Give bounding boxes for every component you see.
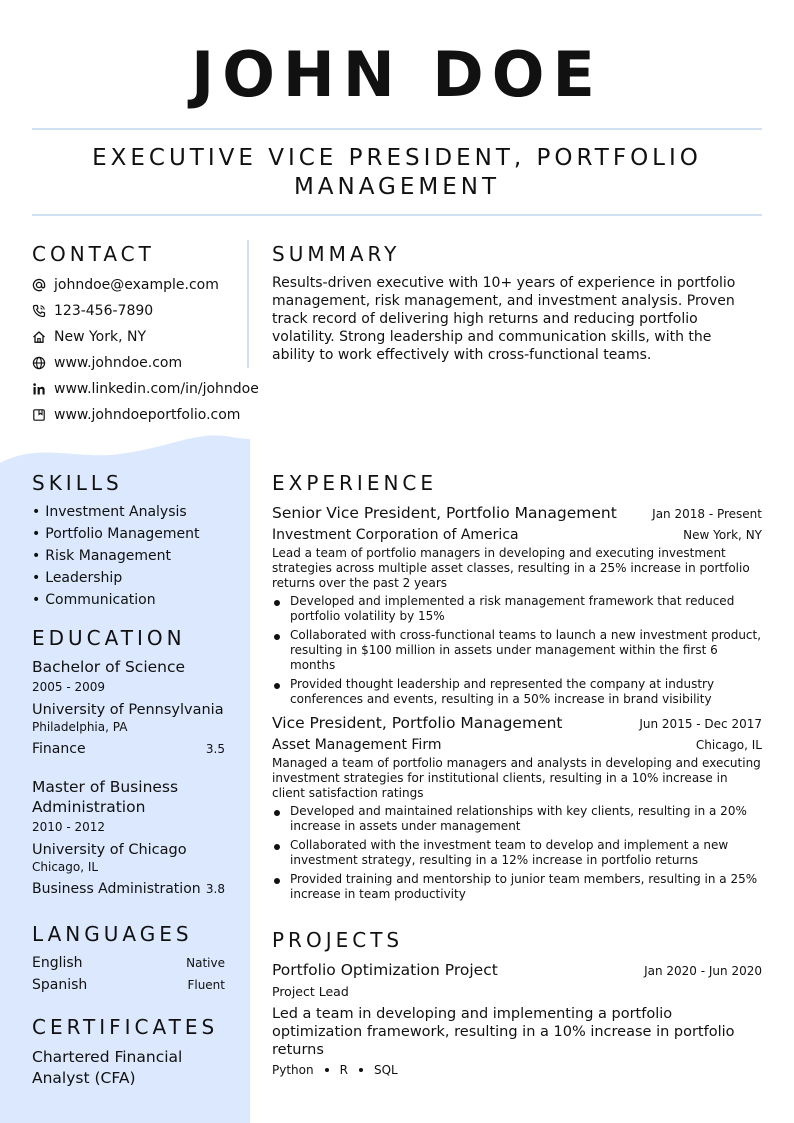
experience-bullet: Provided training and mentorship to junior team members, resulting in a 25% increase in team productivity [272, 872, 762, 902]
language-level: Native [186, 956, 225, 970]
education-entry [32, 777, 225, 898]
project-description: Led a team in developing and implementing a portfolio optimization framework, resulting in a 10% increase in portfolio returns [272, 1006, 735, 1058]
education-heading: EDUCATION [32, 626, 186, 650]
project-role: Project Lead [272, 984, 349, 999]
education-city: Chicago, IL [32, 860, 99, 874]
experience-company: Investment Corporation of America [272, 527, 519, 543]
skill-item: • Communication [32, 590, 200, 612]
language-item [32, 976, 225, 998]
candidate-name: JOHN DOE [191, 38, 603, 111]
education-field-row [32, 740, 225, 758]
project-tag: Python [272, 1063, 314, 1077]
experience-location: New York, NY [683, 528, 762, 542]
summary-text: Results-driven executive with 10+ years of experience in portfolio management, risk management, and investment analysis. Proven track record of delivering high returns and reducing portfolio volatility. Strong leadership and communication skills, with the ability to work effectively with cross-functional teams. [272, 275, 736, 363]
tag-separator [359, 1068, 363, 1072]
experience-dates: Jun 2015 - Dec 2017 [639, 717, 762, 731]
experience-heading: EXPERIENCE [272, 471, 438, 495]
experience-location: Chicago, IL [695, 738, 762, 752]
experience-company: Asset Management Firm [272, 737, 442, 753]
experience-dates: Jan 2018 - Present [652, 507, 762, 521]
experience-description: Managed a team of portfolio managers and analysts in developing and executing investment strategies for institutional clients, resulting in a 10% increase in client satisfaction ratings [272, 756, 761, 800]
contact-linkedin[interactable] [32, 376, 272, 402]
education-entry [32, 657, 225, 758]
education-degree: Bachelor of Science [32, 658, 186, 676]
contact-location-text: New York, NY [54, 329, 147, 345]
experience-entry [272, 503, 762, 711]
language-item [32, 954, 225, 976]
experience-bullets [272, 594, 762, 707]
header-divider-bottom [32, 214, 762, 216]
education-field-row [32, 880, 225, 898]
experience-bullet: Collaborated with the investment team to develop and implement a new investment strategy, resulting in a 12% increase in portfolio returns [272, 838, 762, 868]
education-field: Finance [32, 741, 86, 757]
summary-heading: SUMMARY [272, 242, 401, 266]
experience-bullet: Developed and implemented a risk management framework that reduced portfolio volatility by 15% [272, 594, 762, 624]
tag-separator [325, 1068, 329, 1072]
experience-title: Vice President, Portfolio Management [272, 714, 563, 732]
phone-icon [32, 304, 54, 318]
header-divider-top [32, 128, 762, 130]
education-dates: 2005 - 2009 [32, 680, 106, 694]
experience-bullets [272, 804, 762, 902]
skills-heading: SKILLS [32, 471, 123, 495]
contact-portfolio[interactable] [32, 402, 272, 428]
column-divider [247, 240, 249, 368]
linkedin-icon [32, 382, 54, 396]
contact-heading: CONTACT [32, 242, 155, 266]
skills-list [32, 502, 200, 612]
education-city: Philadelphia, PA [32, 720, 128, 734]
contact-list [32, 272, 272, 428]
experience-bullet: Developed and maintained relationships with key clients, resulting in a 20% increase in assets under management [272, 804, 762, 834]
language-name: Spanish [32, 977, 88, 993]
home-icon [32, 330, 54, 344]
education-school: University of Chicago [32, 842, 187, 858]
contact-phone-text: 123-456-7890 [54, 303, 154, 319]
contact-phone[interactable] [32, 298, 272, 324]
skill-item: • Risk Management [32, 546, 200, 568]
experience-bullet: Provided thought leadership and represented the company at industry conferences and events, resulting in a 50% increase in brand visibility [272, 677, 762, 707]
contact-portfolio-text: www.johndoeportfolio.com [54, 407, 241, 423]
globe-icon [32, 356, 54, 370]
contact-website-text: www.johndoe.com [54, 355, 183, 371]
education-dates: 2010 - 2012 [32, 820, 106, 834]
education-gpa: 3.5 [205, 742, 225, 756]
experience-entry [272, 713, 762, 906]
contact-email[interactable] [32, 272, 272, 298]
project-title: Portfolio Optimization Project [272, 961, 498, 979]
certificate-item: Chartered Financial Analyst (CFA) [32, 1048, 183, 1087]
contact-linkedin-text: www.linkedin.com/in/johndoe [54, 381, 259, 397]
certificates-heading: CERTIFICATES [32, 1015, 219, 1039]
languages-heading: LANGUAGES [32, 922, 193, 946]
skill-item: • Investment Analysis [32, 502, 200, 524]
contact-email-text: johndoe@example.com [54, 277, 219, 293]
project-tags [272, 1063, 762, 1077]
language-level: Fluent [187, 978, 225, 992]
education-gpa: 3.8 [205, 882, 225, 896]
experience-description: Lead a team of portfolio managers in developing and executing investment strategies across multiple asset classes, resulting in a 25% increase in portfolio returns over the past 2 years [272, 546, 750, 590]
project-tag: SQL [373, 1063, 398, 1077]
contact-website[interactable] [32, 350, 272, 376]
languages-list [32, 954, 225, 998]
job-title: EXECUTIVE VICE PRESIDENT, PORTFOLIO MANAGEMENT [92, 145, 702, 200]
at-icon [32, 278, 54, 292]
skill-item: • Portfolio Management [32, 524, 200, 546]
education-field: Business Administration [32, 881, 201, 897]
project-entry [272, 960, 762, 1077]
education-school: University of Pennsylvania [32, 702, 224, 718]
project-tag: R [339, 1063, 348, 1077]
experience-title: Senior Vice President, Portfolio Management [272, 504, 617, 522]
portfolio-icon [32, 408, 54, 422]
experience-bullet: Collaborated with cross-functional teams to launch a new investment product, resulting in $100 million in assets under management within the first 6 months [272, 628, 762, 673]
language-name: English [32, 955, 83, 971]
projects-heading: PROJECTS [272, 928, 404, 952]
skill-item: • Leadership [32, 568, 200, 590]
education-degree: Master of Business Administration [32, 778, 179, 816]
project-dates: Jan 2020 - Jun 2020 [644, 964, 762, 978]
contact-location [32, 324, 272, 350]
